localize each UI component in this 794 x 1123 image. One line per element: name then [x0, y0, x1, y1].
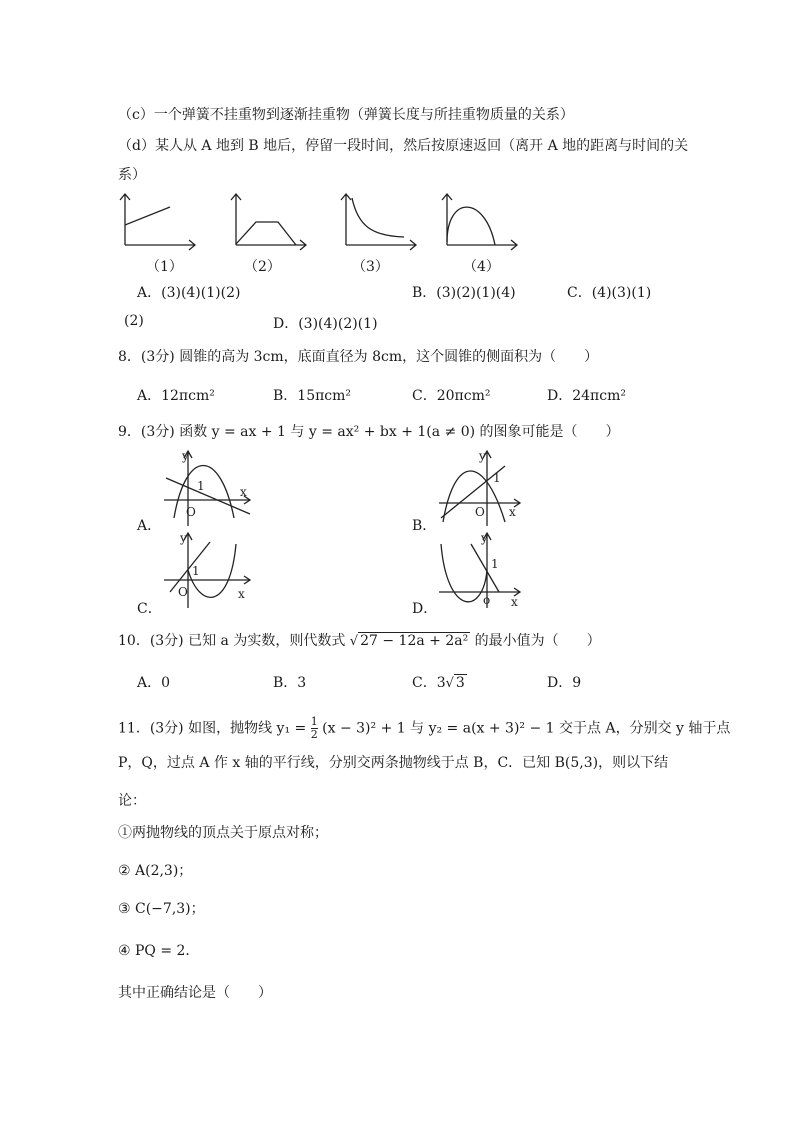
q10-option-c-radicand: 3	[455, 675, 465, 691]
q8-stem: 8．(3分) 圆锥的高为 3cm，底面直径为 8cm，这个圆锥的侧面积为（ ）	[118, 349, 599, 365]
q9-option-c-letter: C．	[137, 601, 162, 617]
q9d-x-label: x	[511, 595, 518, 609]
q11-line1-a: 11．(3分) 如图，抛物线 y₁ =	[118, 720, 307, 737]
q9a-y-label: y	[182, 449, 189, 463]
q11-closing: 其中正确结论是（ ）	[118, 985, 272, 1001]
q10-option-a: A．0	[137, 675, 171, 691]
q10-stem-prefix: 10．(3分) 已知 a 为实数，则代数式	[118, 633, 346, 649]
q9-graph-c	[160, 530, 260, 610]
q9d-one-label: 1	[491, 557, 499, 571]
q7-item-c: （c）一个弹簧不挂重物到逐渐挂重物（弹簧长度与所挂重物质量的关系）	[118, 107, 574, 123]
q8-option-c: C．20πcm²	[412, 388, 491, 404]
q10-option-c-label: C．3	[412, 675, 446, 691]
q7-option-c: C．(4)(3)(1)	[567, 285, 652, 301]
q11-conclusion-3: ③ C(−7,3)；	[118, 901, 205, 917]
q11-line1	[118, 716, 730, 741]
q7-option-d: D．(3)(4)(2)(1)	[273, 316, 378, 332]
q7-graph-1	[115, 190, 205, 250]
q7-graph-2	[226, 190, 316, 250]
q11-line3: 论：	[118, 793, 146, 809]
q10-option-d: D．9	[547, 675, 582, 691]
q7-item-d-line1: （d）某人从 A 地到 B 地后，停留一段时间，然后按原速返回（离开 A 地的距离与时间的关	[118, 138, 689, 154]
q9-option-b-letter: B．	[412, 518, 437, 534]
q10-option-c: C．3√ 3	[412, 675, 465, 691]
q9b-origin-label: O	[475, 505, 485, 519]
q9a-one-label: 1	[197, 479, 205, 493]
q9c-one-label: 1	[192, 564, 200, 578]
q9d-origin-label: o	[483, 593, 491, 607]
q7-graph-label-4: （4）	[463, 259, 500, 275]
q8-option-b: B．15πcm²	[273, 388, 352, 404]
q9c-x-label: x	[238, 587, 245, 601]
q9b-x-label: x	[509, 505, 516, 519]
q7-graph-4	[437, 190, 527, 250]
q9b-y-label: y	[479, 449, 486, 463]
q9-option-d-letter: D．	[412, 601, 438, 617]
q9-option-a-letter: A．	[137, 518, 162, 534]
q8-option-a: A．12πcm²	[137, 388, 215, 404]
q7-graph-label-1: （1）	[146, 259, 183, 275]
q11-frac-den: 2	[310, 728, 318, 741]
q11-fraction	[311, 716, 318, 741]
q11-line1-b: (x − 3)² + 1 与 y₂ = a(x + 3)² − 1 交于点 A，分别交 y 轴于点	[322, 720, 731, 737]
q10-option-b: B．3	[273, 675, 307, 691]
q9-graph-a	[160, 448, 260, 528]
q7-graph-label-3: （3）	[352, 259, 389, 275]
q7-option-c-cont: (2)	[124, 313, 144, 329]
q10-radicand: 27 − 12a + 2a²	[360, 633, 469, 649]
q11-conclusion-4: ④ PQ = 2．	[118, 943, 200, 959]
q9-graph-d	[435, 530, 535, 610]
q9d-y-label: y	[481, 531, 488, 545]
q8-option-d: D．24πcm²	[547, 388, 626, 404]
q7-graph-label-2: （2）	[244, 259, 281, 275]
q11-conclusion-2: ② A(2,3)；	[118, 863, 193, 879]
q7-option-a: A．(3)(4)(1)(2)	[137, 285, 241, 301]
q11-line2: P，Q，过点 A 作 x 轴的平行线，分别交两条抛物线于点 B，C．已知 B(5,3)，则以下结	[118, 755, 669, 771]
q7-option-b: B．(3)(2)(1)(4)	[412, 285, 516, 301]
q10-stem-suffix: 的最小值为（ ）	[474, 633, 601, 649]
q9a-origin-label: O	[186, 505, 196, 519]
q10-stem: 10．(3分) 已知 a 为实数，则代数式 √ 27 − 12a + 2a² 的最小值为（ ）	[118, 633, 601, 649]
q9a-x-label: x	[240, 485, 247, 499]
q7-graph-3	[336, 190, 426, 250]
q9-graph-b	[435, 448, 535, 528]
q11-frac-num: 1	[310, 715, 318, 728]
q9b-one-label: 1	[493, 471, 501, 485]
q9c-y-label: y	[180, 531, 187, 545]
q7-item-d-line2: 系）	[118, 167, 146, 183]
q11-conclusion-1: ①两抛物线的顶点关于原点对称；	[118, 825, 328, 841]
q9c-origin-label: O	[178, 585, 188, 599]
q9-stem: 9．(3分) 函数 y = ax + 1 与 y = ax² + bx + 1(a ≠ 0) 的图象可能是（ ）	[118, 424, 620, 440]
